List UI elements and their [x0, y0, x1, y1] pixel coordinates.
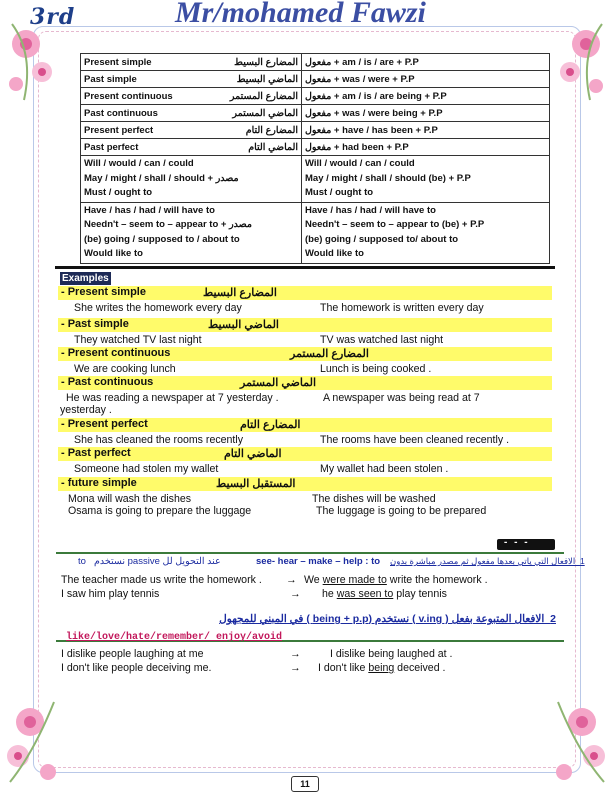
tense-formula: مفعول + am / is / are + P.P — [302, 54, 550, 71]
tense-name-cell — [81, 54, 302, 71]
example-active: Osama is going to prepare the luggage — [68, 505, 252, 517]
rule-border-top — [56, 552, 564, 554]
example-tense-ar: المستقبل البسيط — [216, 478, 296, 490]
rule1-ex2-arrow: → — [290, 588, 301, 600]
rule1-ex2-passive-highlight: was seen to — [336, 588, 394, 600]
example-tense-en: - Present simple — [61, 286, 146, 298]
example-tense-ar: المضارع المستمر — [290, 348, 369, 360]
modal-left-line: May / might / shall / should + مصدر — [84, 172, 239, 184]
tense-row — [81, 139, 550, 156]
semimodal-right-line: (be) going / supposed to/ about to — [305, 233, 459, 245]
rule1-ex2-passive — [322, 588, 447, 600]
tense-formula: مفعول + was / were being + P.P — [302, 105, 550, 122]
rule2-ex2-passive — [318, 662, 445, 674]
rule2-heading: 2_الافعال المتبوعة بفعل ( v.ing ) نستخدم (being + p.p ) في المبني للمجهول — [219, 613, 556, 625]
tense-formula: مفعول + was / were + P.P — [302, 71, 550, 88]
example-active: They watched TV last night — [74, 334, 202, 346]
example-passive: A newspaper was being read at 7 — [323, 392, 480, 404]
tense-name-cell — [81, 122, 302, 139]
example-heading — [58, 318, 552, 332]
rule1-ex2-active: I saw him play tennis — [61, 588, 160, 600]
semimodal-right-line: Would like to — [305, 248, 364, 259]
tense-row — [81, 54, 550, 71]
example-passive: My wallet had been stolen . — [320, 463, 449, 475]
rule1-ex1-active: The teacher made us write the homework . — [61, 574, 262, 586]
rule1-heading-ar2: عند التحويل لل passive نستخدم — [94, 556, 221, 567]
semimodal-right-line: Have / has / had / will have to — [305, 204, 436, 216]
rule1-ex1-passive-pre: We — [304, 574, 323, 586]
example-passive: The dishes will be washed — [312, 493, 436, 505]
example-active: Someone had stolen my wallet — [74, 463, 219, 475]
tense-name-ar: المضارع البسيط — [234, 56, 298, 68]
rule1-ex1-arrow: → — [286, 574, 297, 586]
modals-row — [81, 156, 550, 203]
example-tense-ar: المضارع البسيط — [203, 287, 277, 299]
modal-right-line: May / might / shall / should (be) + P.P — [305, 172, 471, 184]
example-heading — [58, 477, 552, 491]
tense-formula: مفعول + have / has been + P.P — [302, 122, 550, 139]
tense-name-en: Present continuous — [84, 90, 173, 102]
tense-name-ar: الماضي التام — [248, 141, 298, 153]
tense-name-en: Past continuous — [84, 107, 158, 119]
example-passive: Lunch is being cooked . — [320, 363, 432, 375]
rule2-ex2-passive-pre: I don't like — [318, 662, 369, 674]
tense-name-en: Present perfect — [84, 124, 154, 136]
semimodal-left-line: (be) going / supposed to / about to — [84, 233, 240, 245]
rule1-heading — [60, 556, 585, 569]
rule1-heading-en: see- hear – make – help : to — [256, 556, 381, 567]
example-active-cont: yesterday . — [60, 404, 112, 416]
tense-name-cell — [81, 71, 302, 88]
example-tense-en: - Past perfect — [61, 447, 131, 459]
tense-name-ar: الماضي البسيط — [236, 73, 298, 85]
example-tense-en: - Past continuous — [61, 376, 154, 388]
page-number: 11 — [291, 776, 319, 792]
example-tense-en: - future simple — [61, 477, 137, 489]
tense-name-ar: المضارع التام — [245, 124, 298, 136]
example-tense-en: - Present perfect — [61, 418, 148, 430]
tense-formula: مفعول + had been + P.P — [302, 139, 550, 156]
flower-decoration-top-right — [552, 14, 610, 104]
semimodal-right-line: Needn't – seem to – appear to (be) + P.P — [305, 219, 485, 230]
tense-name-ar: الماضي المستمر — [232, 107, 298, 119]
examples-label: Examples — [62, 273, 109, 284]
example-heading — [58, 347, 552, 361]
rule2-ex2-active: I don't like people deceiving me. — [61, 662, 212, 674]
semimodal-left-line: Needn't – seem to – appear to + مصدر — [84, 219, 252, 230]
tense-row — [81, 105, 550, 122]
rule1-to: to — [78, 556, 86, 567]
tense-row — [81, 71, 550, 88]
tense-table — [80, 53, 550, 264]
example-tense-en: - Present continuous — [61, 347, 171, 359]
tense-name-en: Past perfect — [84, 141, 139, 153]
example-tense-ar: المضارع التام — [240, 419, 301, 431]
rule2-ex2-passive-post: deceived . — [394, 662, 446, 674]
flower-decoration-bottom-left — [4, 692, 66, 788]
tense-name-ar: المضارع المستمر — [229, 90, 298, 102]
tense-row — [81, 122, 550, 139]
example-heading — [58, 447, 552, 461]
tense-name-cell — [81, 88, 302, 105]
section-divider — [55, 266, 555, 269]
modal-left-line: Will / would / can / could — [84, 158, 194, 169]
tense-name-cell — [81, 105, 302, 122]
example-tense-ar: الماضي المستمر — [240, 377, 317, 389]
example-tense-en: - Past simple — [61, 318, 129, 330]
example-passive: The luggage is going to be prepared — [316, 505, 487, 517]
example-heading — [58, 418, 552, 432]
rule1-heading-ar: 1_الافعال التي ياتي بعدها مفعول ثم مصدر مباشرة بدون — [390, 556, 585, 566]
example-active: We are cooking lunch — [74, 363, 176, 375]
tense-name-en: Past simple — [84, 73, 137, 85]
example-active: Mona will wash the dishes — [68, 493, 192, 505]
example-passive: The homework is written every day — [320, 302, 484, 314]
rule2-verbs: like/love/hate/remember/ enjoy/avoid — [66, 632, 283, 643]
semimodal-left-line: Would like to — [84, 248, 143, 259]
author-title: Mr/mohamed Fawzi — [175, 0, 426, 29]
example-heading — [58, 286, 552, 300]
semimodals-row — [81, 202, 550, 263]
example-active: She writes the homework every day — [74, 302, 242, 314]
rule2-ex1-active: I dislike people laughing at me — [61, 648, 204, 660]
modal-right-line: Must / ought to — [305, 187, 374, 198]
rule2-ex2-passive-highlight: being — [368, 662, 395, 674]
tense-row — [81, 88, 550, 105]
rule2-ex2-arrow: → — [290, 662, 301, 674]
tense-formula: مفعول + am / is / are being + P.P — [302, 88, 550, 105]
rule2-ex1-arrow: → — [290, 648, 301, 660]
modal-left-line: Must / ought to — [84, 187, 153, 198]
example-passive: The rooms have been cleaned recently . — [320, 434, 510, 446]
modal-right-line: Will / would / can / could — [305, 158, 415, 169]
example-active: He was reading a newspaper at 7 yesterday . — [66, 392, 279, 404]
flower-decoration-bottom-right — [548, 692, 610, 788]
rule1-ex2-passive-post: play tennis — [393, 588, 447, 600]
rule1-ex1-passive — [304, 574, 488, 586]
example-passive: TV was watched last night — [320, 334, 444, 346]
tense-name-en: Present simple — [84, 56, 152, 68]
grade-label: 3rd — [30, 4, 76, 30]
semimodal-left-line: Have / has / had / will have to — [84, 204, 215, 216]
rule1-ex1-passive-post: write the homework . — [386, 574, 488, 586]
example-tense-ar: الماضي البسيط — [208, 319, 279, 331]
example-active: She has cleaned the rooms recently — [74, 434, 244, 446]
rule1-ex1-passive-highlight: were made to — [322, 574, 387, 586]
rule1-ex2-passive-pre: he — [322, 588, 337, 600]
example-heading — [58, 376, 552, 390]
example-tense-ar: الماضي التام — [224, 448, 282, 460]
rule2-ex1-passive: I dislike being laughed at . — [330, 648, 453, 660]
rules-section-dash: - - - — [504, 537, 530, 548]
tense-name-cell — [81, 139, 302, 156]
